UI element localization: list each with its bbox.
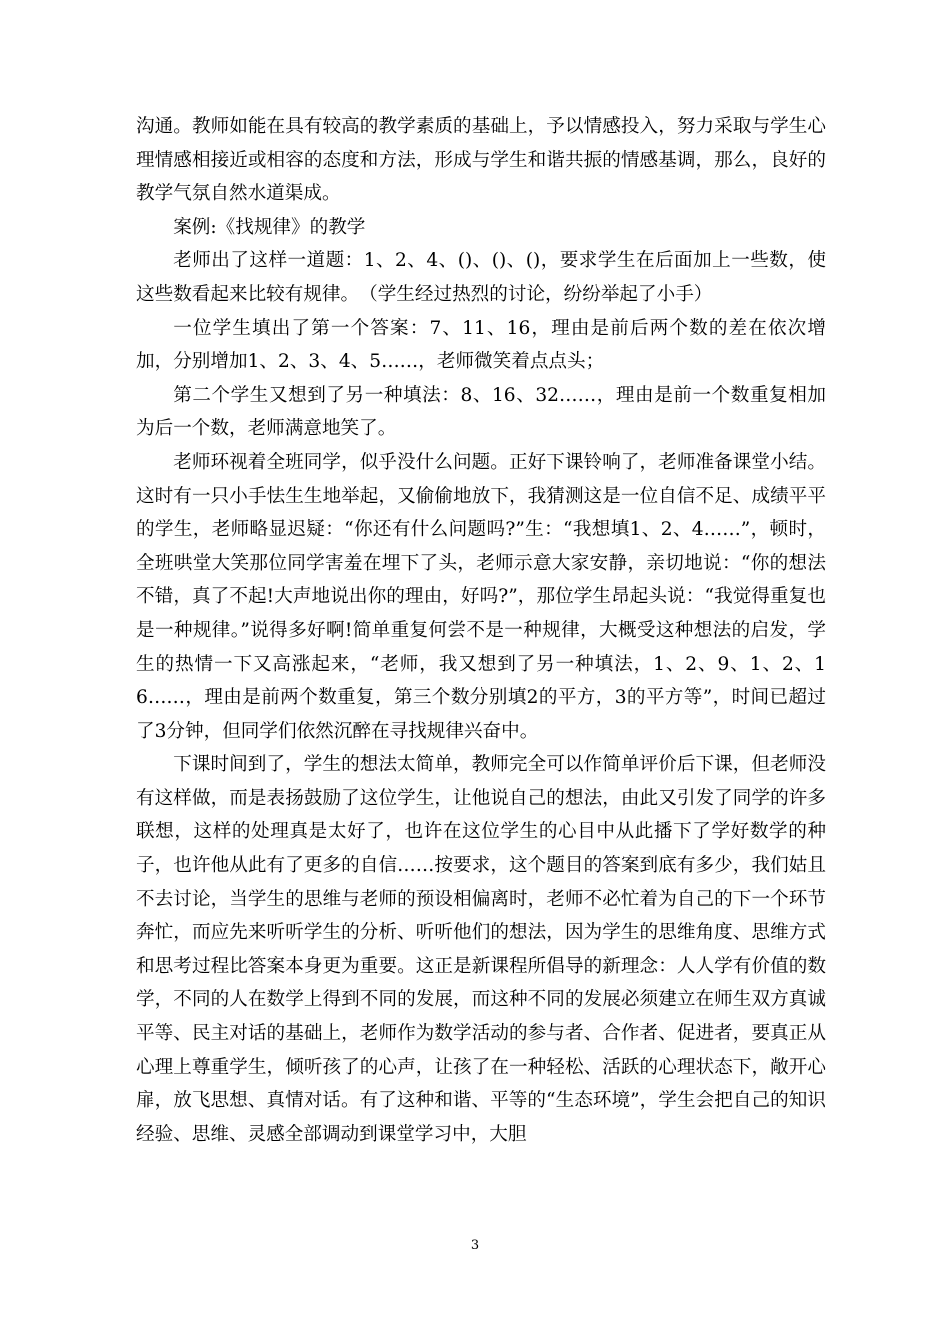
- paragraph-classroom-story: 老师环视着全班同学，似乎没什么问题。正好下课铃响了，老师准备课堂小结。这时有一只小手怯生生地举起，又偷偷地放下，我猜测这是一位自信不足、成绩平平的学生，老师略显迟疑：“你还有什么问题吗?”生：“我想填1、2、4……”，顿时，全班哄堂大笑那位同学害羞在埋下了头，老师示意大家安静，亲切地说：“你的想法不错，真了不起!大声地说出你的理由，好吗?”，那位学生昂起头说：“我觉得重复也是一种规律。”说得多好啊!简单重复何尝不是一种规律，大概受这种想法的启发，学生的热情一下又高涨起来，“老师，我又想到了另一种填法，1、2、9、1、2、16……，理由是前两个数重复，第三个数分别填2的平方，3的平方等”，时间已超过了3分钟，但同学们依然沉醉在寻找规律兴奋中。: [136, 451, 826, 742]
- paragraph-second-answer: 第二个学生又想到了另一种填法：8、16、32……，理由是前一个数重复相加为后一个数，老师满意地笑了。: [136, 384, 826, 440]
- paragraph-first-answer: 一位学生填出了第一个答案：7、11、16，理由是前后两个数的差在依次增加，分别增加1、2、3、4、5……，老师微笑着点点头；: [136, 317, 826, 373]
- paragraph-continuation: 沟通。教师如能在具有较高的教学素质的基础上，予以情感投入，努力采取与学生心理情感相接近或相容的态度和方法，形成与学生和谐共振的情感基调，那么，良好的教学气氛自然水道渠成。: [136, 116, 826, 205]
- page-number: 3: [470, 1238, 480, 1253]
- paragraph-problem: 老师出了这样一道题：1、2、4、()、()、()，要求学生在后面加上一些数，使这些数看起来比较有规律。 （学生经过热烈的讨论，纷纷举起了小手）: [136, 250, 826, 305]
- body-text: [136, 110, 826, 1151]
- paragraph-case-title: 案例:《找规律》的教学: [173, 216, 366, 238]
- paragraph-reflection: 下课时间到了，学生的想法太简单，教师完全可以作简单评价后下课，但老师没有这样做，而是表扬鼓励了这位学生，让他说自己的想法，由此又引发了同学的许多联想，这样的处理真是太好了，也许在这位学生的心目中从此播下了学好数学的种子，也许他从此有了更多的自信……按要求，这个题目的答案到底有多少，我们姑且不去讨论，当学生的思维与老师的预设相偏离时，老师不必忙着为自己的下一个环节奔忙，而应先来听听学生的分析、听听他们的想法，因为学生的思维角度、思维方式和思考过程比答案本身更为重要。这正是新课程所倡导的新理念：人人学有价值的数学，不同的人在数学上得到不同的发展，而这种不同的发展必须建立在师生双方真诚平等、民主对话的基础上，老师作为数学活动的参与者、合作者、促进者，要真正从心理上尊重学生，倾听孩了的心声，让孩了在一种轻松、活跃的心理状态下，敞开心扉，放飞思想、真情对话。有了这种和谐、平等的“生态环境”，学生会把自己的知识经验、思维、灵感全部调动到课堂学习中，大胆: [136, 754, 826, 1145]
